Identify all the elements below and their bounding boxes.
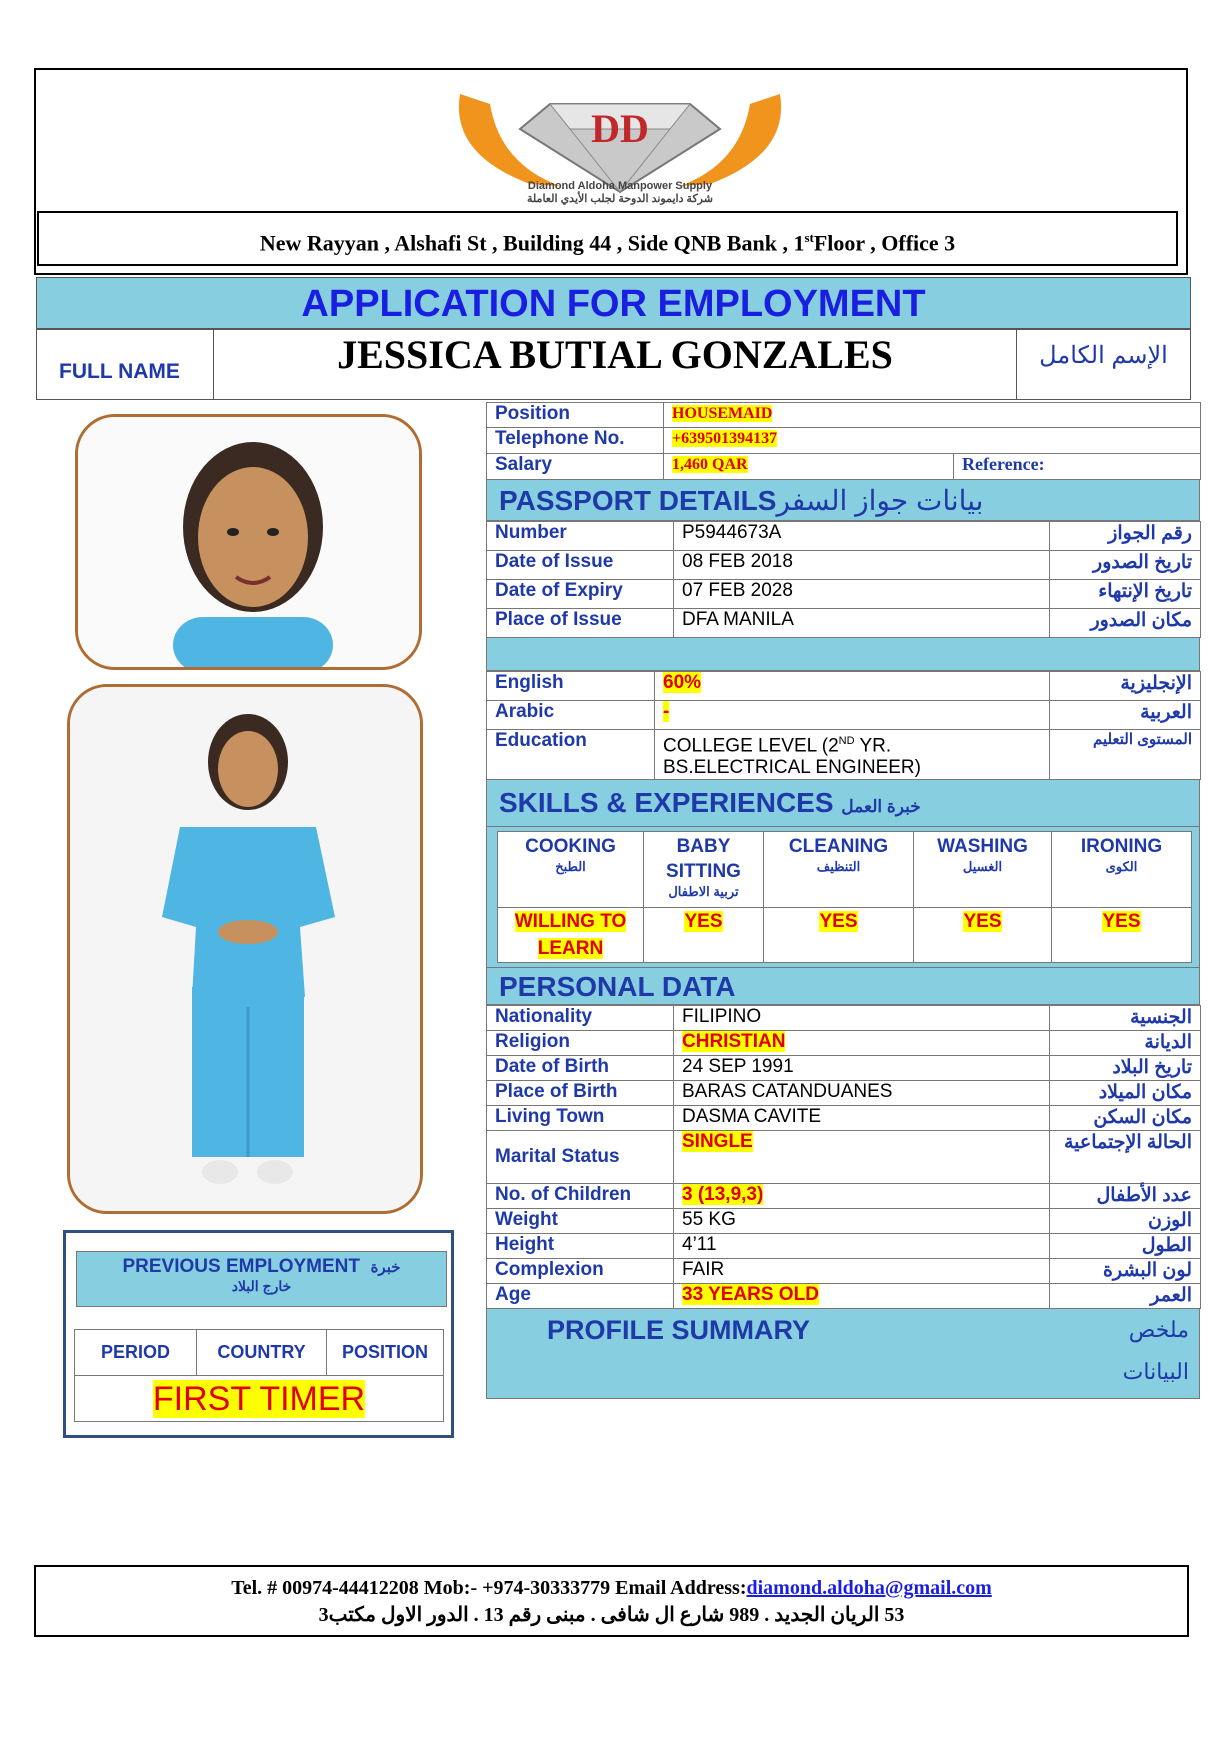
previous-employment-box [63,1230,454,1438]
salary-value: 1,460 QAR [672,456,748,473]
skill-name-ar: الغسيل [962,859,1003,875]
skill-name: WASHING [937,836,1028,858]
personal-row-ar: الطول [1050,1234,1201,1259]
previous-employment-col: POSITION [327,1330,444,1376]
english-ar: الإنجليزية [1050,672,1201,701]
address-sup: st [804,230,814,245]
personal-row-label: Date of Birth [487,1056,674,1081]
previous-employment-title-ar1: خبرة [370,1259,401,1276]
education-value [655,730,1050,780]
previous-employment-col: COUNTRY [197,1330,327,1376]
education-ar: المستوى التعليم [1050,730,1201,780]
passport-row-value: 07 FEB 2028 [674,580,1050,609]
previous-employment-table [74,1329,444,1422]
skill-header-1 [644,832,764,908]
salary-label: Salary [487,454,664,480]
passport-row-label: Date of Issue [487,551,674,580]
personal-row [487,1259,1201,1284]
skill-value: WILLING TO LEARN [514,911,627,960]
skill-name: IRONING [1080,836,1163,858]
footer-address-ar: 53 الريان الجديد . 989 شارع ال شافى . مبنى رقم 13 . الدور الاول مكتب3 [318,1604,905,1626]
passport-row [487,551,1201,580]
skill-name-ar: الكوى [1105,859,1138,875]
personal-row-value: 55 KG [682,1209,736,1231]
skills-header [486,780,1200,827]
page-title: APPLICATION FOR EMPLOYMENT [36,277,1191,329]
personal-row-label: Weight [487,1209,674,1234]
personal-row-ar: لون البشرة [1050,1259,1201,1284]
personal-row-ar: عدد الأطفال [1050,1184,1201,1209]
personal-row-value: 24 SEP 1991 [682,1056,794,1078]
passport-header-en: PASSPORT DETAILS [499,485,777,516]
personal-row [487,1081,1201,1106]
personal-row-ar: الديانة [1050,1031,1201,1056]
passport-row-value: 08 FEB 2018 [674,551,1050,580]
skill-value-cell [1052,908,1192,963]
passport-row-ar: رقم الجواز [1050,522,1201,551]
personal-row-value: FILIPINO [682,1006,762,1028]
personal-row [487,1006,1201,1031]
skills-header-en: SKILLS & EXPERIENCES [499,787,834,819]
language-table [486,671,1201,780]
personal-row [487,1209,1201,1234]
logo-letters: DD [591,106,649,151]
company-address [37,211,1178,266]
skills-header-ar: خبرة العمل [841,797,921,817]
full-body-photo [70,687,423,1214]
footer-email-link[interactable]: diamond.aldoha@gmail.com [746,1577,992,1599]
telephone-value: +639501394137 [672,430,778,447]
company-name-en: Diamond Aldoha Manpower Supply [527,180,713,192]
personal-row-label: Religion [487,1031,674,1056]
previous-employment-title-en: PREVIOUS EMPLOYMENT [122,1256,361,1277]
personal-row [487,1234,1201,1259]
personal-row-value: 4’11 [682,1234,717,1256]
skill-header-4 [1052,832,1192,908]
skill-value-cell [764,908,914,963]
personal-row-value: FAIR [682,1259,725,1281]
personal-row-label: Living Town [487,1106,674,1131]
company-name [440,180,800,206]
personal-row-label: Place of Birth [487,1081,674,1106]
passport-row-label: Place of Issue [487,609,674,638]
telephone-label: Telephone No. [487,428,664,454]
skill-header-2 [764,832,914,908]
education-value-line2: BS.ELECTRICAL ENGINEER) [663,757,921,779]
footer-contact-text: Tel. # 00974-44412208 Mob:- +974-30333779 Email Address: [231,1577,747,1599]
personal-row [487,1056,1201,1081]
full-name-ar-text: الإسم الكامل [1039,342,1168,369]
profile-summary-ar1: ملخص [1128,1317,1189,1343]
reference-label: Reference: [954,454,1201,480]
previous-employment-col: PERIOD [75,1330,197,1376]
skill-value-cell [644,908,764,963]
passport-row-label: Number [487,522,674,551]
footer-contact [36,1577,1187,1600]
previous-employment-title-ar2: خارج البلاد [231,1278,292,1294]
personal-row [487,1031,1201,1056]
passport-spacer [486,638,1200,671]
education-value-pre: COLLEGE LEVEL (2 [663,735,839,757]
passport-row-ar: تاريخ الصدور [1050,551,1201,580]
personal-row-ar: الجنسية [1050,1006,1201,1031]
education-value-post: YR. [854,735,892,757]
personal-row-value: 3 (13,9,3) [682,1184,764,1206]
address-text-end: Floor , Office 3 [813,230,956,256]
skill-name-ar: الطبخ [555,859,586,875]
personal-row-ar: العمر [1050,1284,1201,1309]
skill-name: BABY SITTING [666,836,741,883]
personal-row-value: DASMA CAVITE [682,1106,822,1128]
personal-row-value: BARAS CATANDUANES [682,1081,893,1103]
passport-row-value: DFA MANILA [674,609,1050,638]
position-table [486,402,1201,480]
passport-row-label: Date of Expiry [487,580,674,609]
passport-row [487,580,1201,609]
skills-table [497,831,1192,963]
passport-row [487,609,1201,638]
personal-row [487,1184,1201,1209]
personal-row-label: Marital Status [487,1131,674,1184]
passport-row [487,522,1201,551]
personal-row [487,1106,1201,1131]
address-text: New Rayyan , Alshafi St , Building 44 , Side QNB Bank , 1 [259,230,805,256]
skill-value-cell [914,908,1052,963]
passport-row-ar: مكان الصدور [1050,609,1201,638]
skill-header-0 [498,832,644,908]
skills-wrapper [486,827,1200,968]
skill-name-ar: التنظيف [816,859,861,875]
skill-value-cell [498,908,644,963]
previous-employment-header [76,1251,447,1307]
arabic-label: Arabic [487,701,655,730]
personal-row-label: Complexion [487,1259,674,1284]
full-name-label: FULL NAME [59,360,180,383]
english-value: 60% [663,672,702,693]
skill-value: YES [684,911,723,933]
personal-row-value: SINGLE [682,1131,753,1153]
full-name-value: JESSICA BUTIAL GONZALES [337,332,893,377]
education-value-sup: ND [838,735,855,747]
full-name-row [36,329,1191,400]
skill-name: CLEANING [788,836,889,858]
profile-summary-label: PROFILE SUMMARY [547,1315,810,1346]
full-name-ar [1016,330,1190,399]
personal-header: PERSONAL DATA [486,968,1200,1005]
passport-header [486,480,1200,521]
full-body-photo-frame [67,684,423,1214]
profile-summary-ar2: البيانات [1122,1359,1189,1385]
passport-row-value: P5944673A [674,522,1050,551]
portrait-photo-frame [75,414,422,670]
english-label: English [487,672,655,701]
personal-row-label: Height [487,1234,674,1259]
passport-header-ar: بيانات جواز السفر [776,485,984,516]
footer [34,1565,1189,1637]
arabic-ar: العربية [1050,701,1201,730]
passport-row-ar: تاريخ الإنتهاء [1050,580,1201,609]
personal-row [487,1284,1201,1309]
skill-value: YES [1102,911,1141,933]
details-panel [486,402,1200,1399]
personal-row-ar: الوزن [1050,1209,1201,1234]
personal-row-value: CHRISTIAN [682,1031,786,1053]
passport-table [486,521,1201,638]
skill-name-ar: تربية الاطفال [668,884,739,900]
position-label: Position [487,403,664,428]
arabic-value: - [663,701,670,722]
personal-row-label: Age [487,1284,674,1309]
personal-row-label: Nationality [487,1006,674,1031]
profile-summary [486,1309,1200,1399]
full-name-label-cell [37,330,214,399]
company-name-ar: شركة دايموند الدوحة لجلب الأيدي العاملة [527,193,713,205]
personal-row [487,1131,1201,1184]
personal-table [486,1005,1201,1309]
personal-row-ar: الحالة الإجتماعية [1050,1131,1201,1184]
personal-row-label: No. of Children [487,1184,674,1209]
skill-header-3 [914,832,1052,908]
skill-value: YES [963,911,1002,933]
position-value: HOUSEMAID [672,405,773,422]
portrait-photo [78,417,422,670]
personal-row-ar: مكان الميلاد [1050,1081,1201,1106]
personal-row-value: 33 YEARS OLD [682,1284,819,1306]
personal-row-ar: تاريخ البلاد [1050,1056,1201,1081]
personal-row-ar: مكان السكن [1050,1106,1201,1131]
education-label: Education [487,730,655,780]
previous-employment-title [77,1256,446,1278]
skill-name: COOKING [525,836,616,858]
skill-value: YES [819,911,858,933]
previous-employment-value: FIRST TIMER [152,1379,366,1418]
